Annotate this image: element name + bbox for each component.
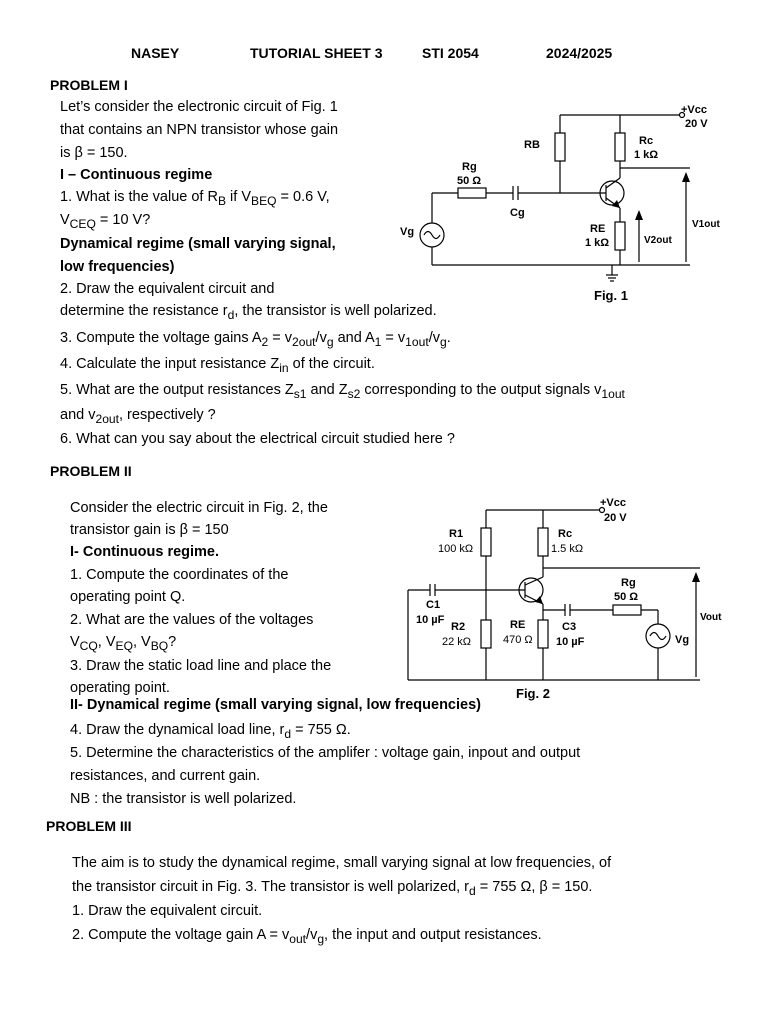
problem3-line-1: The aim is to study the dynamical regime, small varying signal at low frequencies, of [72,855,612,871]
problem2-line-2: transistor gain is β = 150 [70,522,229,538]
problem2-q3-line2: operating point. [70,680,170,696]
fig2-r1-label: R1 [449,528,464,540]
fig2-c1-value: 10 µF [416,614,445,626]
header-year: 2024/2025 [546,45,613,61]
fig2-rg-value: 50 Ω [614,591,639,603]
fig2-r2-label: R2 [451,621,466,633]
fig2-c3-label: C3 [562,621,577,633]
fig2-c3-value: 10 µF [556,636,585,648]
fig1-vg-label: Vg [400,226,415,238]
problem1-q2-line1: 2. Draw the equivalent circuit and [60,281,275,297]
problem1-line-2: that contains an NPN transistor whose gain [60,122,339,138]
problem1-section-dynamic-2: low frequencies) [60,259,175,275]
header-title: TUTORIAL SHEET 3 [250,45,383,61]
header-course: STI 2054 [422,45,479,61]
fig2-vg-label: Vg [675,634,690,646]
fig2-rg-label: Rg [621,577,636,589]
problem2-q2-line1: 2. What are the values of the voltages [70,612,314,628]
fig2-rc-value: 1.5 kΩ [551,543,584,555]
problem3-line-2: the transistor circuit in Fig. 3. The transistor is well polarized, $r_d = 755$ Ω, β = 150. [72,879,593,898]
problem2-q1-line1: 1. Compute the coordinates of the [70,567,289,583]
fig2-caption: Fig. 2 [516,686,550,701]
problem1-q5-line1: 5. What are the output resistances $Z_{s1}$ and $Z_{s2}$ corresponding to the output signals $v_{1out}$ [60,382,625,401]
fig1-cg-label: Cg [510,207,525,219]
fig2-r1-value: 100 kΩ [438,543,474,555]
problem1-q6: 6. What can you say about the electrical circuit studied here ? [60,431,455,447]
problem2-section-dynamic: II- Dynamical regime (small varying signal, low frequencies) [70,697,481,713]
fig2-vcc-label: +Vcc [600,497,626,509]
fig2-vout-label: Vout [700,612,722,623]
problem1-q2-line2: determine the resistance $r_d$, the transistor is well polarized. [60,303,437,322]
problem1-q1-line2: $V_{CEQ} = 10$ V? [60,212,151,231]
fig1-vcc-value: 20 V [685,118,708,130]
fig1-v1out-label: V1out [692,219,720,230]
figure-1-circuit [395,98,735,308]
fig1-caption: Fig. 1 [594,288,628,303]
problem2-q1-line2: operating point Q. [70,589,186,605]
problem1-q4: 4. Calculate the input resistance $Z_{in}$ of the circuit. [60,356,375,375]
problem1-line-3: is β = 150. [60,145,128,161]
problem3-q1: 1. Draw the equivalent circuit. [72,903,263,919]
problem1-section-dynamic-1: Dynamical regime (small varying signal, [60,236,336,252]
fig1-rc-value: 1 kΩ [634,149,659,161]
figure-2-circuit [400,492,735,702]
fig2-re-label: RE [510,619,526,631]
fig1-rb-label: RB [524,139,540,151]
fig1-vcc-label: +Vcc [681,104,707,116]
fig2-vcc-value: 20 V [604,512,627,524]
fig2-rc-label: Rc [558,528,573,540]
problem1-section-continuous: I – Continuous regime [60,167,213,183]
problem1-q3: 3. Compute the voltage gains $A_2 = v_{2out}/v_g$ and $A_1 = v_{1out}/v_g$. [60,330,451,349]
fig1-rg-value: 50 Ω [457,175,482,187]
problem1-q1-line1: 1. What is the value of $R_B$ if $V_{BEQ} = 0.6$ V, [60,189,330,208]
fig1-re-value: 1 kΩ [585,237,610,249]
fig1-rc-label: Rc [639,135,654,147]
problem2-q5-line1: 5. Determine the characteristics of the amplifer : voltage gain, inpout and output [70,745,581,761]
fig2-re-value: 470 Ω [503,634,533,646]
problem2-q2-line2: $V_{CQ}$, $V_{EQ}$, $V_{BQ}$? [70,634,177,653]
problem1-title: PROBLEM I [50,77,128,93]
problem2-nb: NB : the transistor is well polarized. [70,791,297,807]
problem2-line-1: Consider the electric circuit in Fig. 2, the [70,500,328,516]
fig1-v2out-label: V2out [644,235,672,246]
problem1-q5-line2: and $v_{2out}$, respectively ? [60,407,216,426]
problem1-line-1: Let’s consider the electronic circuit of Fig. 1 [60,99,338,115]
problem2-q5-line2: resistances, and current gain. [70,768,261,784]
problem2-title: PROBLEM II [50,463,132,479]
problem3-q2: 2. Compute the voltage gain $A = v_{out}/v_g$, the input and output resistances. [72,927,542,946]
fig1-re-label: RE [590,223,606,235]
fig2-c1-label: C1 [426,599,441,611]
problem3-title: PROBLEM III [46,818,132,834]
problem2-q4: 4. Draw the dynamical load line, $r_d = 755$ Ω. [70,722,351,741]
problem2-q3-line1: 3. Draw the static load line and place the [70,658,332,674]
fig1-rg-label: Rg [462,161,477,173]
problem2-section-continuous: I- Continuous regime. [70,544,220,560]
fig2-r2-value: 22 kΩ [442,636,472,648]
header-school: NASEY [131,45,180,61]
